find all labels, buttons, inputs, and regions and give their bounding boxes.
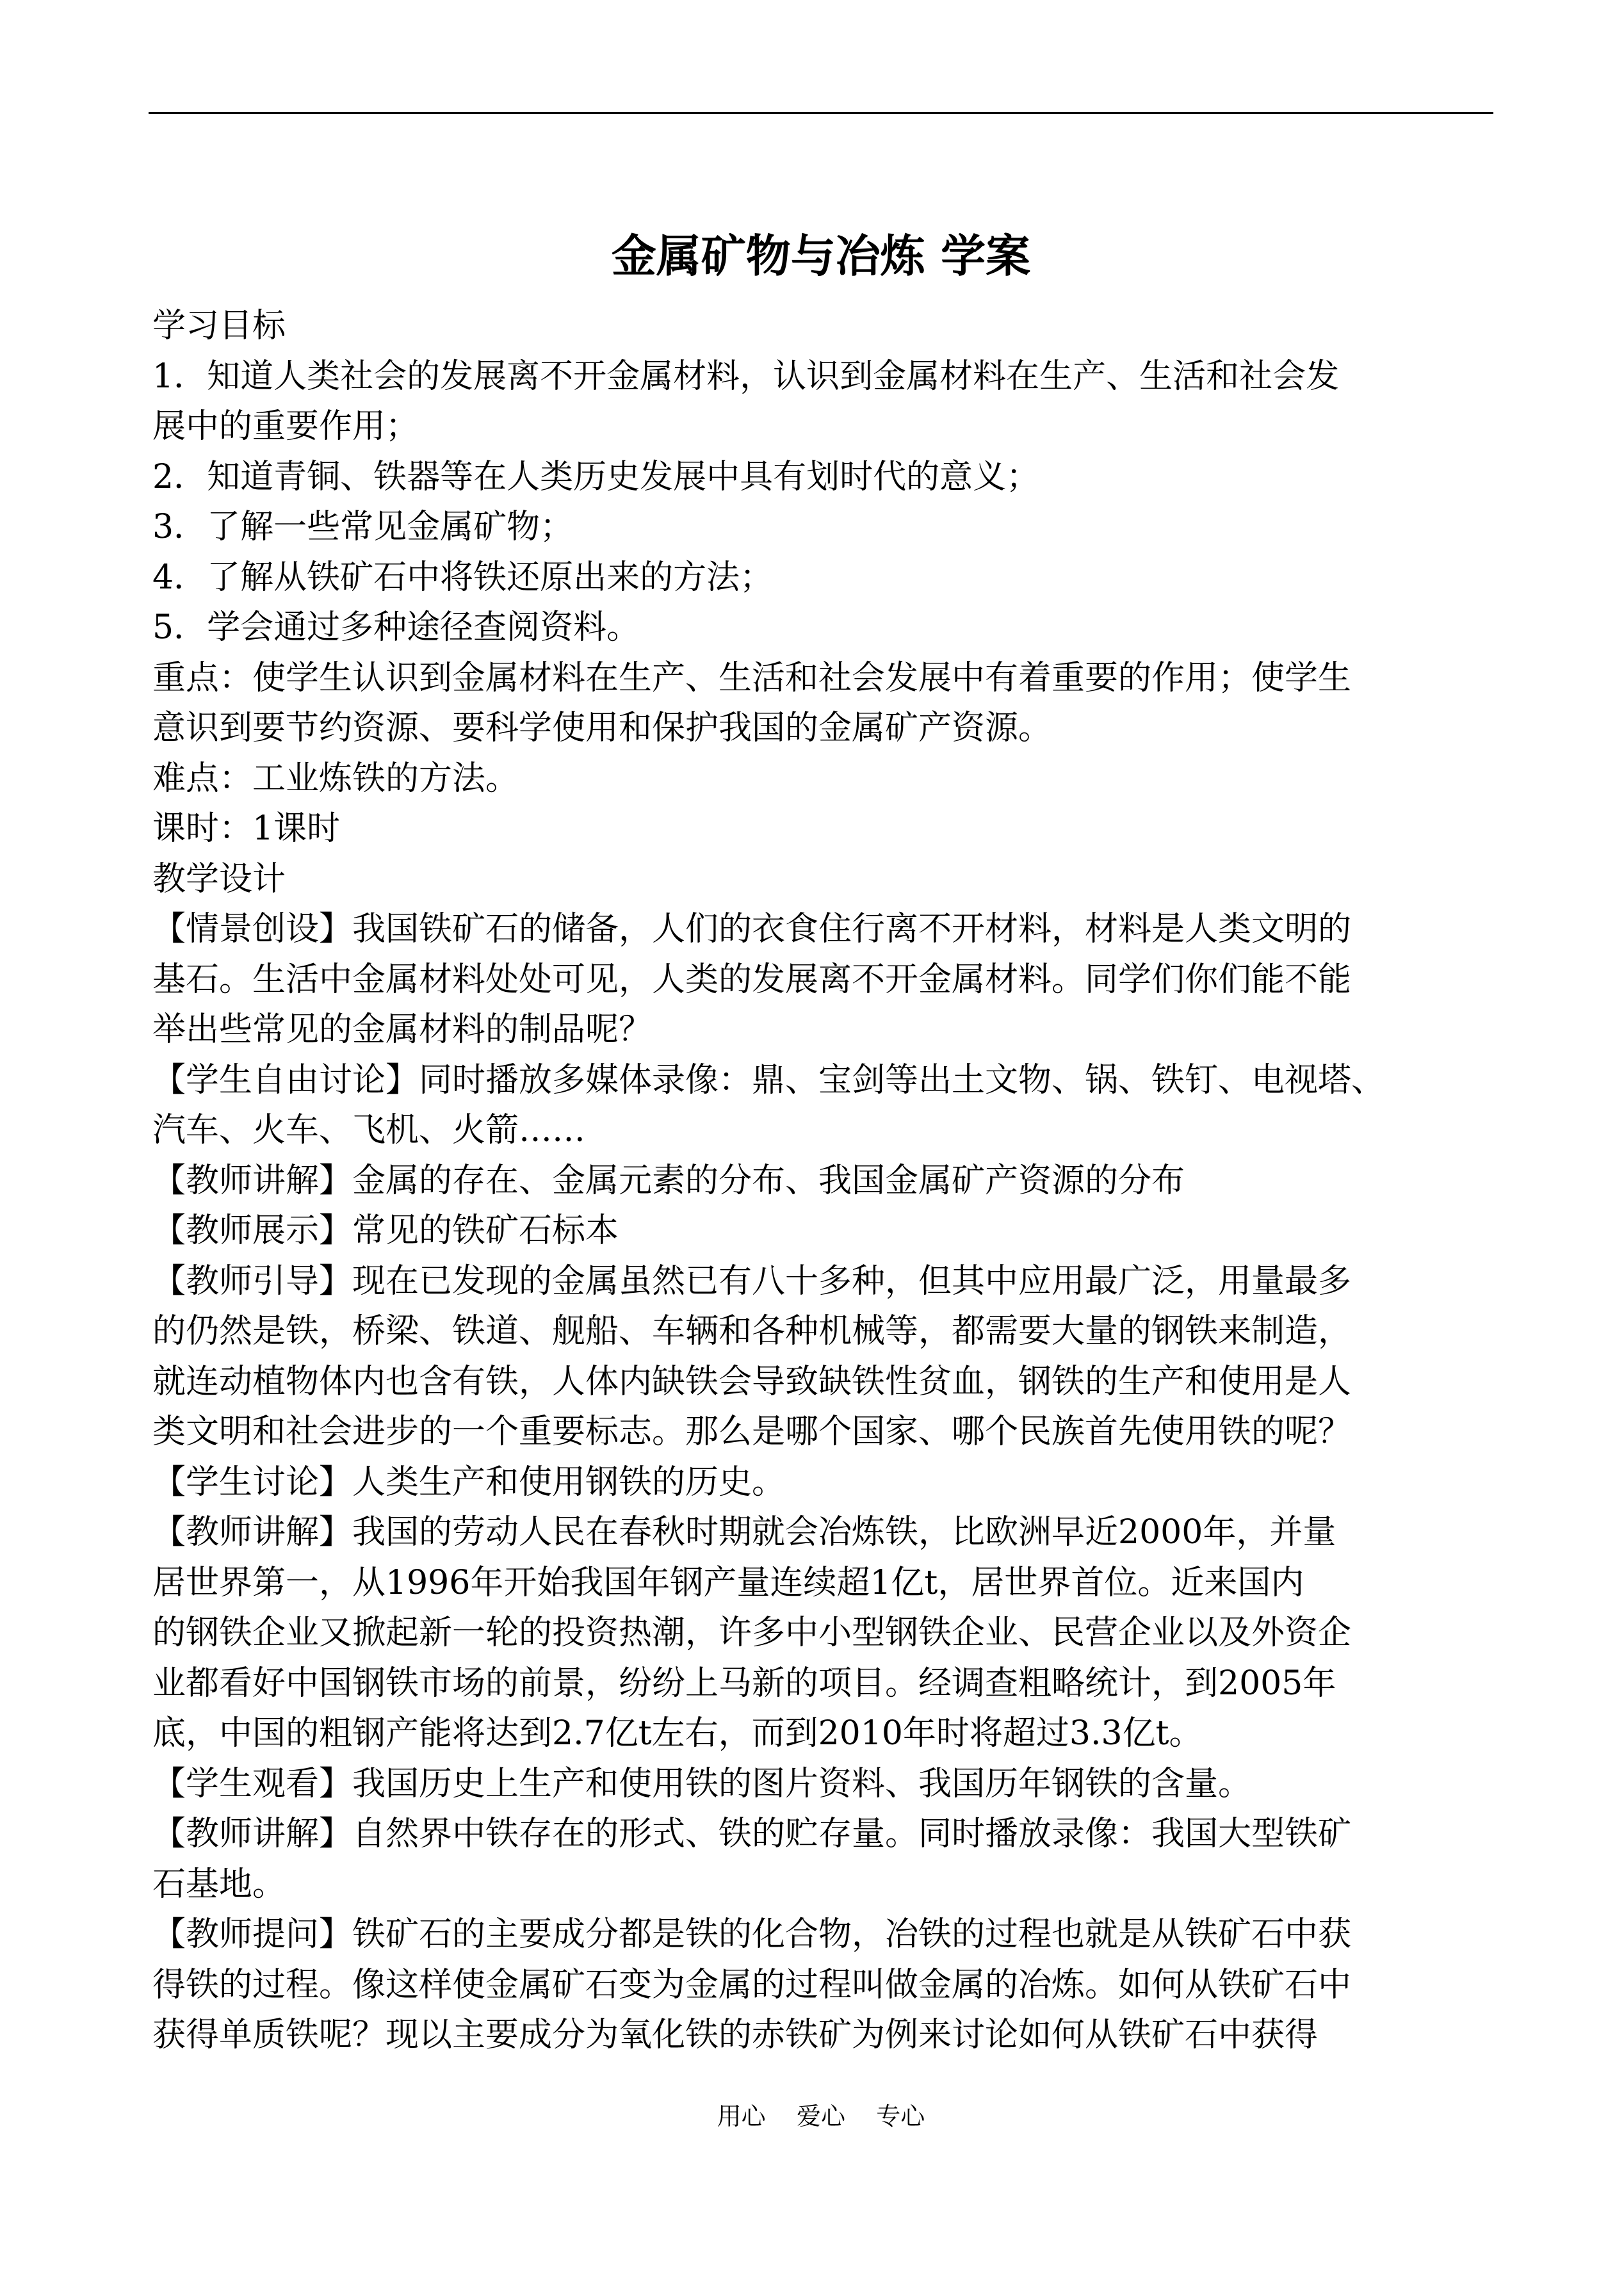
body-line: 3．了解一些常见金属矿物；: [152, 508, 574, 546]
body-line: 石基地。: [152, 1865, 286, 1904]
body-line: 【教师展示】常见的铁矿石标本: [152, 1212, 619, 1250]
body-line: 举出些常见的金属材料的制品呢？: [152, 1010, 653, 1049]
body-line: 【教师讲解】自然界中铁存在的形式、铁的贮存量。同时播放录像：我国大型铁矿: [152, 1815, 1352, 1853]
body-line: 教学设计: [152, 859, 286, 898]
body-line: 意识到要节约资源、要科学使用和保护我国的金属矿产资源。: [152, 709, 1052, 747]
header-rule: [149, 112, 1493, 114]
body-line: 课时：1课时: [152, 809, 341, 848]
page-footer: 用心 爱心 专心: [717, 2102, 925, 2130]
body-line: 1．知道人类社会的发展离不开金属材料，认识到金属材料在生产、生活和社会发: [152, 357, 1340, 396]
body-line: 【教师讲解】金属的存在、金属元素的分布、我国金属矿产资源的分布: [152, 1161, 1185, 1200]
body-line: 【教师讲解】我国的劳动人民在春秋时期就会冶炼铁，比欧洲早近2000年，并量: [152, 1513, 1336, 1552]
body-line: 业都看好中国钢铁市场的前景，纷纷上马新的项目。经调查粗略统计，到2005年: [152, 1664, 1336, 1703]
body-line: 5．学会通过多种途径查阅资料。: [152, 608, 640, 647]
body-line: 类文明和社会进步的一个重要标志。那么是哪个国家、哪个民族首先使用铁的呢？: [152, 1413, 1352, 1451]
body-line: 就连动植物体内也含有铁，人体内缺铁会导致缺铁性贫血，钢铁的生产和使用是人: [152, 1362, 1352, 1401]
document-title: 金属矿物与冶炼 学案: [611, 229, 1031, 282]
document-body: [152, 301, 1490, 2061]
body-line: 重点：使学生认识到金属材料在生产、生活和社会发展中有着重要的作用；使学生: [152, 658, 1352, 697]
body-line: 获得单质铁呢？现以主要成分为氧化铁的赤铁矿为例来讨论如何从铁矿石中获得: [152, 2016, 1319, 2054]
body-line: 4．了解从铁矿石中将铁还原出来的方法；: [152, 558, 774, 597]
body-line: 的仍然是铁，桥梁、铁道、舰船、车辆和各种机械等，都需要大量的钢铁来制造，: [152, 1312, 1352, 1350]
body-line: 【学生讨论】人类生产和使用钢铁的历史。: [152, 1463, 786, 1502]
body-line: 居世界第一，从1996年开始我国年钢产量连续超1亿t，居世界首位。近来国内: [152, 1563, 1304, 1602]
body-line: 得铁的过程。像这样使金属矿石变为金属的过程叫做金属的冶炼。如何从铁矿石中: [152, 1965, 1352, 2004]
body-line: 基石。生活中金属材料处处可见，人类的发展离不开金属材料。同学们你们能不能: [152, 960, 1352, 999]
body-line: 学习目标: [152, 307, 286, 345]
body-line: 展中的重要作用；: [152, 407, 419, 446]
body-line: 2．知道青铜、铁器等在人类历史发展中具有划时代的意义；: [152, 457, 1040, 496]
body-line: 难点：工业炼铁的方法。: [152, 759, 519, 798]
body-line: 【情景创设】我国铁矿石的储备，人们的衣食住行离不开材料，材料是人类文明的: [152, 910, 1352, 948]
body-line: 【学生自由讨论】同时播放多媒体录像：鼎、宝剑等出土文物、锅、铁钉、电视塔、: [152, 1060, 1385, 1099]
body-line: 汽车、火车、飞机、火箭……: [152, 1111, 586, 1149]
body-line: 【教师引导】现在已发现的金属虽然已有八十多种，但其中应用最广泛，用量最多: [152, 1261, 1352, 1301]
body-line: 的钢铁企业又掀起新一轮的投资热潮，许多中小型钢铁企业、民营企业以及外资企: [152, 1614, 1352, 1652]
body-line: 底，中国的粗钢产能将达到2.7亿t左右，而到2010年时将超过3.3亿t。: [152, 1714, 1203, 1753]
body-line: 【教师提问】铁矿石的主要成分都是铁的化合物，冶铁的过程也就是从铁矿石中获: [152, 1915, 1352, 1954]
body-line: 【学生观看】我国历史上生产和使用铁的图片资料、我国历年钢铁的含量。: [152, 1764, 1252, 1803]
